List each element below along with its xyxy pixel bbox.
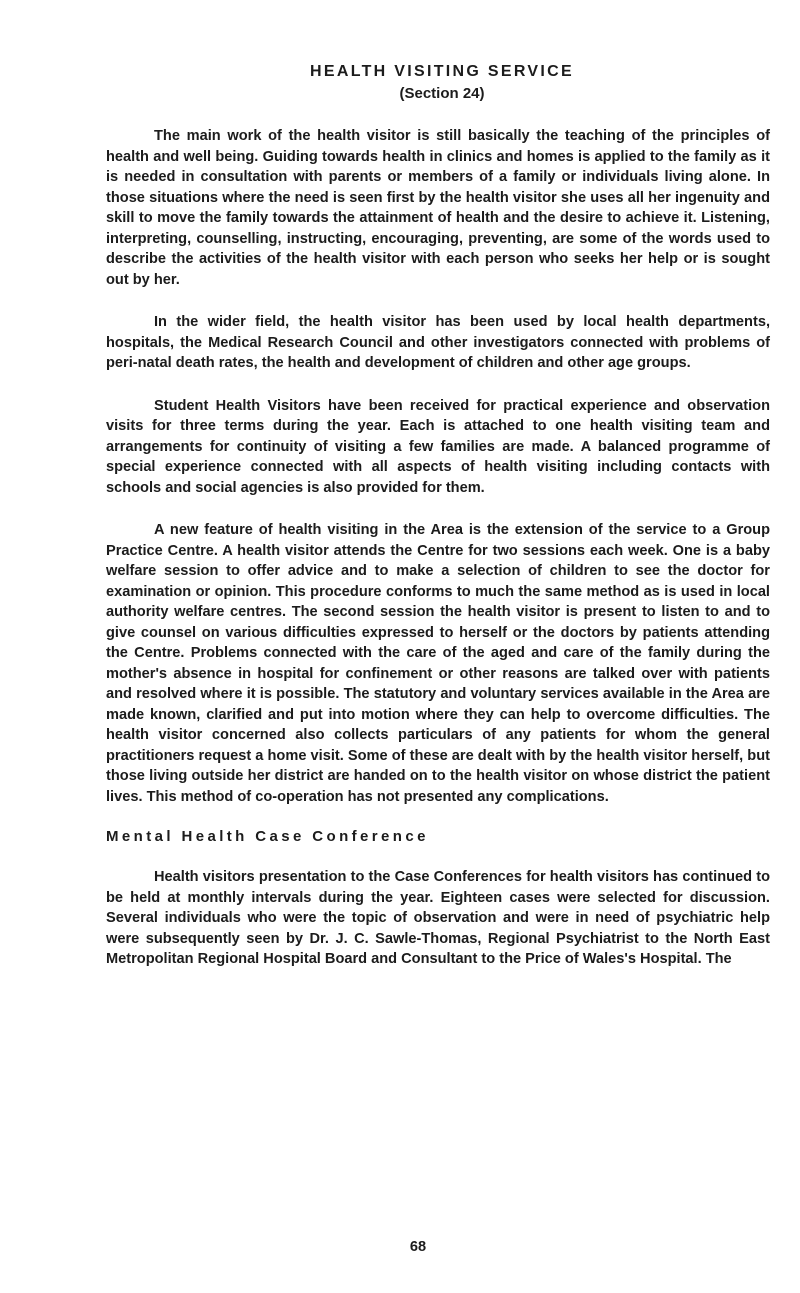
page-number: 68 [409,1239,427,1255]
paragraph-group-practice-centre: A new feature of health visiting in the Area is the extension of the service to a Group Practice Centre. A health visitor attends the Centre for two sessions each week. One is a baby welfare session to offer advice and to make a selection of children to see the doctor for examination or opinion. This procedure conforms to much the same method as is used in local authority welfare centres. The second session the health visitor is present to listen to and to give counsel on various difficulties expressed to herself or the doctors by patients attending the Centre. Problems connected with the care of the aged and care of the family during the mother's absence in hospital for confinement or other reasons are talked over with patients and resolved where it is possible. The statutory and voluntary services available in the Area are made known, clarified and put into motion where they can help to overcome difficulties. The health visitor concerned also collects particulars of any patients for whom the general practitioners request a home visit. Some of these are dealt with by the health visitor herself, but those living outside her district are handed on to the health visitor on whose district the patient lives. This method of co-operation has not presented any complications. [106,522,770,805]
section-heading-mental-health: Mental Health Case Conference [106,828,429,845]
paragraph-student-health-visitors: Student Health Visitors have been received for practical experience and observation visits for three terms during the year. Each is attached to one health visiting team and arrangements for continuity of visiting a few families are made. A balanced programme of special experience connected with all aspects of health visiting including contacts with schools and social agencies is also provided for them. [106,397,770,496]
paragraph-wider-field: In the wider field, the health visitor has been used by local health departments, hospitals, the Medical Research Council and other investigators connected with problems of peri-natal death rates, the health and development of children and other age groups. [106,314,770,371]
paragraph-main-work: The main work of the health visitor is still basically the teaching of the principles of health and well being. Guiding towards health in clinics and homes is applied to the family as it is needed in consultation with parents or members of a family or individuals living alone. In those situations where the need is seen first by the health visitor she uses all her ingenuity and skill to move the family towards the attainment of health and the desire to achieve it. Listening, interpreting, counselling, instructing, encouraging, preventing, are some of the words used to describe the activities of the health visitor with each person who seeks her help or is sought out by her. [106,128,770,288]
paragraph-case-conference: Health visitors presentation to the Case Conferences for health visitors has continued to be held at monthly intervals during the year. Eighteen cases were selected for discussion. Several individuals who were the topic of observation and were in need of psychiatric help were subsequently seen by Dr. J. C. Sawle-Thomas, Regional Psychiatrist to the North East Metropolitan Regional Hospital Board and Consultant to the Price of Wales's Hospital. The [106,869,770,967]
section-reference: (Section 24) [399,85,485,102]
page-title: HEALTH VISITING SERVICE [310,63,574,80]
